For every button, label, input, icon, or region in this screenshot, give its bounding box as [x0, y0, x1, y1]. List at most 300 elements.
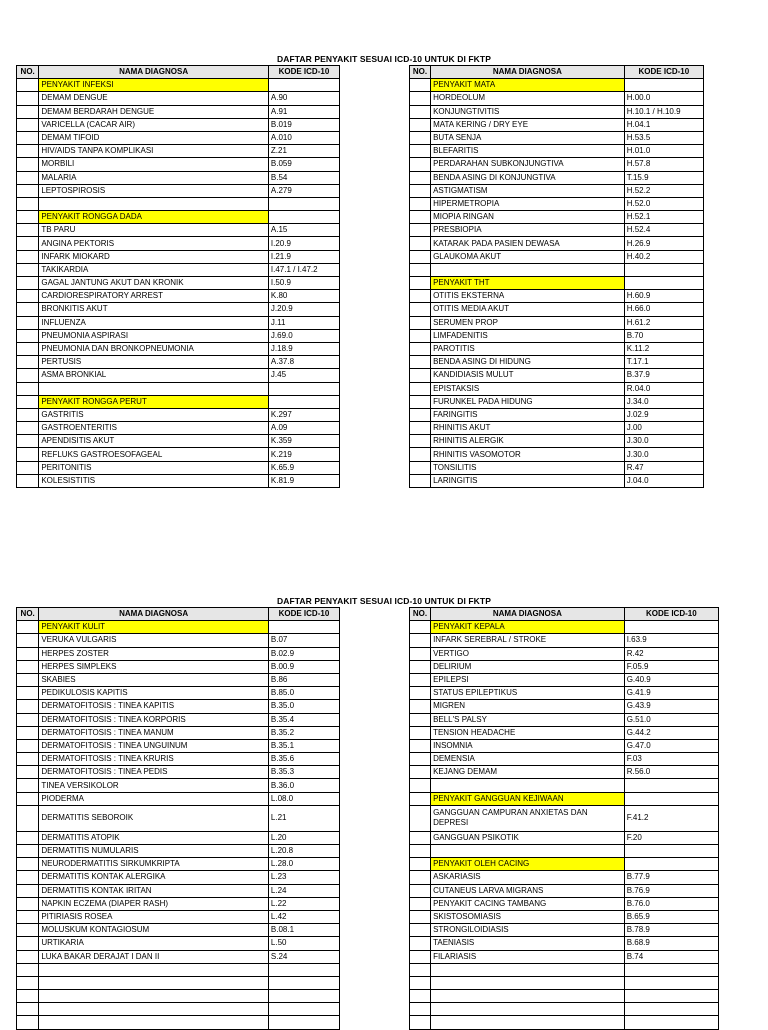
diagnosis-name: DERMATOFITOSIS : TINEA PEDIS: [39, 766, 269, 779]
diagnosis-row: [17, 408, 340, 421]
empty-name-cell: [39, 1003, 269, 1016]
diagnosis-row: [410, 700, 719, 713]
empty-code-cell: [268, 211, 339, 224]
row-number-cell: [17, 224, 39, 237]
header-nama-diagnosa: NAMA DIAGNOSA: [431, 608, 625, 621]
table-header-row: [410, 66, 704, 79]
row-number-cell: [410, 448, 431, 461]
diagnosis-name: PERITONITIS: [39, 461, 269, 474]
empty-row: [410, 1016, 719, 1029]
row-number-cell: [410, 910, 431, 923]
empty-row: [410, 976, 719, 989]
icd-code: H.60.9: [624, 290, 703, 303]
icd-code: B.35.4: [268, 713, 339, 726]
row-number-cell: [410, 171, 431, 184]
diagnosis-name: EPILEPSI: [431, 673, 625, 686]
diagnosis-name: DELIRIUM: [431, 660, 625, 673]
empty-code-cell: [624, 1016, 718, 1029]
icd-code: I.20.9: [268, 237, 339, 250]
icd-table-kepala-kejiwaan-cacing: [409, 607, 719, 1030]
diagnosis-row: [17, 171, 340, 184]
diagnosis-name: SKISTOSOMIASIS: [431, 910, 625, 923]
row-number-cell: [410, 277, 431, 290]
diagnosis-row: [17, 779, 340, 792]
diagnosis-name: DERMATOFITOSIS : TINEA KRURIS: [39, 753, 269, 766]
diagnosis-row: [410, 713, 719, 726]
category-label: PENYAKIT RONGGA PERUT: [39, 395, 269, 408]
diagnosis-row: [410, 408, 704, 421]
diagnosis-row: [17, 673, 340, 686]
icd-code: J.34.0: [624, 395, 703, 408]
diagnosis-row: [17, 897, 340, 910]
icd-code: R.47: [624, 461, 703, 474]
diagnosis-row: [17, 184, 340, 197]
row-number-cell: [17, 356, 39, 369]
icd-code: B.36.0: [268, 779, 339, 792]
icd-code: B.76.9: [624, 884, 718, 897]
empty-code-cell: [624, 990, 718, 1003]
diagnosis-name: RHINITIS AKUT: [431, 422, 625, 435]
row-number-cell: [17, 673, 39, 686]
row-number-cell: [410, 435, 431, 448]
icd-code: J.00: [624, 422, 703, 435]
diagnosis-name: ANGINA PEKTORIS: [39, 237, 269, 250]
row-number-cell: [410, 976, 431, 989]
icd-table-mata-tht: [409, 65, 704, 488]
header-no: NO.: [17, 66, 39, 79]
diagnosis-row: [17, 937, 340, 950]
row-number-cell: [410, 766, 431, 779]
row-number-cell: [17, 92, 39, 105]
table-header-row: [17, 608, 340, 621]
icd-code: B.02.9: [268, 647, 339, 660]
icd-code: B.35.3: [268, 766, 339, 779]
icd-code: B.86: [268, 673, 339, 686]
icd-code: J.30.0: [624, 448, 703, 461]
row-number-cell: [17, 105, 39, 118]
row-number-cell: [410, 884, 431, 897]
row-number-cell: [410, 342, 431, 355]
category-row: [410, 858, 719, 871]
diagnosis-row: [410, 753, 719, 766]
row-number-cell: [17, 1016, 39, 1029]
diagnosis-row: [410, 316, 704, 329]
diagnosis-name: DERMATOFITOSIS : TINEA UNGUINUM: [39, 739, 269, 752]
row-number-cell: [410, 197, 431, 210]
empty-name-cell: [39, 382, 269, 395]
diagnosis-name: DERMATITIS NUMULARIS: [39, 845, 269, 858]
diagnosis-row: [17, 950, 340, 963]
row-number-cell: [410, 422, 431, 435]
diagnosis-name: MIOPIA RINGAN: [431, 211, 625, 224]
diagnosis-name: STRONGILOIDIASIS: [431, 924, 625, 937]
diagnosis-row: [410, 739, 719, 752]
icd-code: J.18.9: [268, 342, 339, 355]
diagnosis-name: TB PARU: [39, 224, 269, 237]
category-label: PENYAKIT OLEH CACING: [431, 858, 625, 871]
diagnosis-row: [410, 726, 719, 739]
row-number-cell: [17, 976, 39, 989]
icd-code: F.41.2: [624, 805, 718, 831]
empty-name-cell: [39, 1016, 269, 1029]
icd-code: B.07: [268, 634, 339, 647]
diagnosis-row: [17, 290, 340, 303]
row-number-cell: [17, 910, 39, 923]
row-number-cell: [410, 660, 431, 673]
row-number-cell: [17, 687, 39, 700]
diagnosis-name: VERUKA VULGARIS: [39, 634, 269, 647]
icd-code: B.68.9: [624, 937, 718, 950]
icd-code: J.04.0: [624, 474, 703, 487]
diagnosis-row: [410, 897, 719, 910]
row-number-cell: [410, 858, 431, 871]
row-number-cell: [410, 739, 431, 752]
row-number-cell: [17, 621, 39, 634]
diagnosis-row: [17, 924, 340, 937]
diagnosis-row: [17, 303, 340, 316]
empty-code-cell: [624, 621, 718, 634]
diagnosis-name: DERMATITIS SEBOROIK: [39, 805, 269, 831]
row-number-cell: [17, 805, 39, 831]
icd-code: G.44.2: [624, 726, 718, 739]
diagnosis-row: [410, 924, 719, 937]
row-number-cell: [17, 474, 39, 487]
diagnosis-name: EPISTAKSIS: [431, 382, 625, 395]
diagnosis-row: [17, 687, 340, 700]
icd-code: J.45: [268, 369, 339, 382]
row-number-cell: [410, 700, 431, 713]
row-number-cell: [17, 700, 39, 713]
diagnosis-name: DERMATITIS KONTAK ALERGIKA: [39, 871, 269, 884]
empty-code-cell: [268, 976, 339, 989]
diagnosis-name: ASKARIASIS: [431, 871, 625, 884]
diagnosis-name: OTITIS MEDIA AKUT: [431, 303, 625, 316]
diagnosis-name: DEMENSIA: [431, 753, 625, 766]
header-no: NO.: [410, 66, 431, 79]
row-number-cell: [410, 1016, 431, 1029]
empty-code-cell: [624, 263, 703, 276]
diagnosis-row: [17, 634, 340, 647]
icd-code: I.21.9: [268, 250, 339, 263]
row-number-cell: [410, 647, 431, 660]
icd-code: F.05.9: [624, 660, 718, 673]
empty-code-cell: [624, 1003, 718, 1016]
diagnosis-name: PERTUSIS: [39, 356, 269, 369]
icd-code: R.04.0: [624, 382, 703, 395]
category-label: PENYAKIT MATA: [431, 79, 625, 92]
diagnosis-name: INFLUENZA: [39, 316, 269, 329]
diagnosis-row: [410, 766, 719, 779]
diagnosis-name: GAGAL JANTUNG AKUT DAN KRONIK: [39, 277, 269, 290]
row-number-cell: [17, 435, 39, 448]
diagnosis-name: SERUMEN PROP: [431, 316, 625, 329]
diagnosis-row: [17, 884, 340, 897]
diagnosis-row: [17, 237, 340, 250]
row-number-cell: [17, 382, 39, 395]
diagnosis-row: [17, 792, 340, 805]
diagnosis-row: [410, 647, 719, 660]
row-number-cell: [410, 145, 431, 158]
diagnosis-name: DEMAM TIFOID: [39, 131, 269, 144]
category-row: [17, 395, 340, 408]
empty-code-cell: [268, 963, 339, 976]
diagnosis-row: [410, 950, 719, 963]
diagnosis-row: [410, 660, 719, 673]
icd-code: J.02.9: [624, 408, 703, 421]
diagnosis-name: LEPTOSPIROSIS: [39, 184, 269, 197]
diagnosis-row: [17, 700, 340, 713]
diagnosis-row: [17, 329, 340, 342]
diagnosis-row: [410, 884, 719, 897]
row-number-cell: [17, 831, 39, 844]
row-number-cell: [410, 303, 431, 316]
diagnosis-name: BENDA ASING DI HIDUNG: [431, 356, 625, 369]
diagnosis-row: [17, 739, 340, 752]
row-number-cell: [410, 92, 431, 105]
icd-code: B.08.1: [268, 924, 339, 937]
diagnosis-row: [17, 831, 340, 844]
icd-table-kulit: [16, 607, 340, 1030]
diagnosis-name: LARINGITIS: [431, 474, 625, 487]
icd-code: L.21: [268, 805, 339, 831]
icd-code: R.42: [624, 647, 718, 660]
row-number-cell: [17, 713, 39, 726]
icd-code: B.35.2: [268, 726, 339, 739]
empty-name-cell: [431, 263, 625, 276]
row-number-cell: [17, 369, 39, 382]
diagnosis-name: HIV/AIDS TANPA KOMPLIKASI: [39, 145, 269, 158]
diagnosis-row: [17, 277, 340, 290]
icd-code: H.52.4: [624, 224, 703, 237]
row-number-cell: [17, 171, 39, 184]
row-number-cell: [410, 316, 431, 329]
row-number-cell: [410, 687, 431, 700]
row-number-cell: [17, 753, 39, 766]
row-number-cell: [17, 792, 39, 805]
diagnosis-row: [17, 250, 340, 263]
icd-code: H.53.5: [624, 131, 703, 144]
diagnosis-row: [410, 871, 719, 884]
row-number-cell: [410, 158, 431, 171]
empty-code-cell: [268, 197, 339, 210]
icd-code: H.04.1: [624, 118, 703, 131]
empty-code-cell: [624, 277, 703, 290]
diagnosis-row: [410, 369, 704, 382]
diagnosis-row: [410, 197, 704, 210]
row-number-cell: [410, 395, 431, 408]
row-number-cell: [410, 831, 431, 844]
row-number-cell: [410, 963, 431, 976]
header-nama-diagnosa: NAMA DIAGNOSA: [431, 66, 625, 79]
diagnosis-name: DERMATITIS KONTAK IRITAN: [39, 884, 269, 897]
header-nama-diagnosa: NAMA DIAGNOSA: [39, 608, 269, 621]
diagnosis-row: [17, 871, 340, 884]
row-number-cell: [410, 105, 431, 118]
diagnosis-row: [410, 145, 704, 158]
diagnosis-row: [410, 831, 719, 844]
icd-code: K.297: [268, 408, 339, 421]
diagnosis-name: PITIRIASIS ROSEA: [39, 910, 269, 923]
icd-code: I.47.1 / I.47.2: [268, 263, 339, 276]
diagnosis-name: VERTIGO: [431, 647, 625, 660]
icd-code: A.90: [268, 92, 339, 105]
icd-code: H.10.1 / H.10.9: [624, 105, 703, 118]
row-number-cell: [17, 1003, 39, 1016]
diagnosis-name: TAKIKARDIA: [39, 263, 269, 276]
diagnosis-name: FILARIASIS: [431, 950, 625, 963]
icd-code: B.78.9: [624, 924, 718, 937]
category-row: [410, 792, 719, 805]
icd-code: L.20: [268, 831, 339, 844]
diagnosis-row: [17, 845, 340, 858]
diagnosis-name: MOLUSKUM KONTAGIOSUM: [39, 924, 269, 937]
icd-code: A.91: [268, 105, 339, 118]
diagnosis-row: [410, 448, 704, 461]
icd-code: B.54: [268, 171, 339, 184]
row-number-cell: [17, 448, 39, 461]
diagnosis-row: [410, 474, 704, 487]
diagnosis-row: [410, 131, 704, 144]
row-number-cell: [410, 805, 431, 831]
diagnosis-row: [410, 634, 719, 647]
diagnosis-name: INFARK SEREBRAL / STROKE: [431, 634, 625, 647]
category-row: [410, 277, 704, 290]
empty-code-cell: [268, 621, 339, 634]
row-number-cell: [17, 250, 39, 263]
diagnosis-row: [410, 805, 719, 831]
row-number-cell: [17, 131, 39, 144]
row-number-cell: [17, 634, 39, 647]
empty-row: [17, 990, 340, 1003]
row-number-cell: [410, 924, 431, 937]
diagnosis-name: INSOMNIA: [431, 739, 625, 752]
diagnosis-row: [17, 356, 340, 369]
diagnosis-row: [17, 660, 340, 673]
row-number-cell: [410, 356, 431, 369]
empty-code-cell: [624, 792, 718, 805]
diagnosis-row: [410, 673, 719, 686]
category-label: PENYAKIT INFEKSI: [39, 79, 269, 92]
icd-code: J.11: [268, 316, 339, 329]
diagnosis-row: [410, 118, 704, 131]
diagnosis-name: DEMAM DENGUE: [39, 92, 269, 105]
diagnosis-row: [410, 303, 704, 316]
diagnosis-name: GANGGUAN PSIKOTIK: [431, 831, 625, 844]
row-number-cell: [17, 924, 39, 937]
diagnosis-name: RHINITIS ALERGIK: [431, 435, 625, 448]
row-number-cell: [410, 792, 431, 805]
row-number-cell: [17, 342, 39, 355]
diagnosis-name: LUKA BAKAR DERAJAT I DAN II: [39, 950, 269, 963]
icd-code: L.42: [268, 910, 339, 923]
empty-row: [410, 779, 719, 792]
diagnosis-row: [17, 131, 340, 144]
diagnosis-name: KATARAK PADA PASIEN DEWASA: [431, 237, 625, 250]
diagnosis-name: MALARIA: [39, 171, 269, 184]
empty-row: [410, 963, 719, 976]
diagnosis-name: ASMA BRONKIAL: [39, 369, 269, 382]
diagnosis-row: [17, 910, 340, 923]
icd-code: K.11.2: [624, 342, 703, 355]
diagnosis-name: KONJUNGTIVITIS: [431, 105, 625, 118]
icd-code: H.52.2: [624, 184, 703, 197]
diagnosis-name: GASTROENTERITIS: [39, 422, 269, 435]
icd-code: L.08.0: [268, 792, 339, 805]
row-number-cell: [410, 871, 431, 884]
diagnosis-row: [17, 224, 340, 237]
row-number-cell: [410, 779, 431, 792]
diagnosis-row: [410, 687, 719, 700]
diagnosis-row: [17, 118, 340, 131]
icd-code: B.35.6: [268, 753, 339, 766]
row-number-cell: [17, 197, 39, 210]
icd-code: A.37.8: [268, 356, 339, 369]
diagnosis-name: TINEA VERSIKOLOR: [39, 779, 269, 792]
diagnosis-name: ASTIGMATISM: [431, 184, 625, 197]
icd-code: B.00.9: [268, 660, 339, 673]
diagnosis-row: [410, 290, 704, 303]
empty-row: [17, 1016, 340, 1029]
row-number-cell: [410, 950, 431, 963]
icd-code: H.00.0: [624, 92, 703, 105]
diagnosis-name: HORDEOLUM: [431, 92, 625, 105]
page-title-top: DAFTAR PENYAKIT SESUAI ICD-10 UNTUK DI FKTP: [277, 54, 491, 64]
diagnosis-name: TONSILITIS: [431, 461, 625, 474]
empty-code-cell: [624, 779, 718, 792]
diagnosis-row: [17, 342, 340, 355]
row-number-cell: [17, 263, 39, 276]
diagnosis-name: INFARK MIOKARD: [39, 250, 269, 263]
empty-code-cell: [268, 1016, 339, 1029]
row-number-cell: [17, 303, 39, 316]
category-label: PENYAKIT RONGGA DADA: [39, 211, 269, 224]
empty-row: [410, 1003, 719, 1016]
row-number-cell: [410, 237, 431, 250]
row-number-cell: [410, 753, 431, 766]
diagnosis-name: MATA KERING / DRY EYE: [431, 118, 625, 131]
diagnosis-name: KANDIDIASIS MULUT: [431, 369, 625, 382]
icd-code: L.23: [268, 871, 339, 884]
diagnosis-name: GASTRITIS: [39, 408, 269, 421]
diagnosis-name: URTIKARIA: [39, 937, 269, 950]
diagnosis-row: [17, 422, 340, 435]
diagnosis-row: [17, 448, 340, 461]
icd-code: J.20.9: [268, 303, 339, 316]
diagnosis-name: PNEUMONIA DAN BRONKOPNEUMONIA: [39, 342, 269, 355]
diagnosis-name: DERMATOFITOSIS : TINEA KAPITIS: [39, 700, 269, 713]
icd-code: B.74: [624, 950, 718, 963]
row-number-cell: [410, 713, 431, 726]
diagnosis-row: [17, 753, 340, 766]
row-number-cell: [410, 224, 431, 237]
row-number-cell: [17, 79, 39, 92]
row-number-cell: [17, 316, 39, 329]
row-number-cell: [410, 990, 431, 1003]
diagnosis-row: [410, 329, 704, 342]
icd-code: A.15: [268, 224, 339, 237]
icd-code: G.40.9: [624, 673, 718, 686]
icd-code: B.85.0: [268, 687, 339, 700]
diagnosis-name: BUTA SENJA: [431, 131, 625, 144]
diagnosis-row: [410, 461, 704, 474]
diagnosis-row: [410, 422, 704, 435]
row-number-cell: [410, 290, 431, 303]
row-number-cell: [17, 937, 39, 950]
row-number-cell: [17, 884, 39, 897]
category-label: PENYAKIT KULIT: [39, 621, 269, 634]
icd-code: J.69.0: [268, 329, 339, 342]
empty-name-cell: [39, 990, 269, 1003]
